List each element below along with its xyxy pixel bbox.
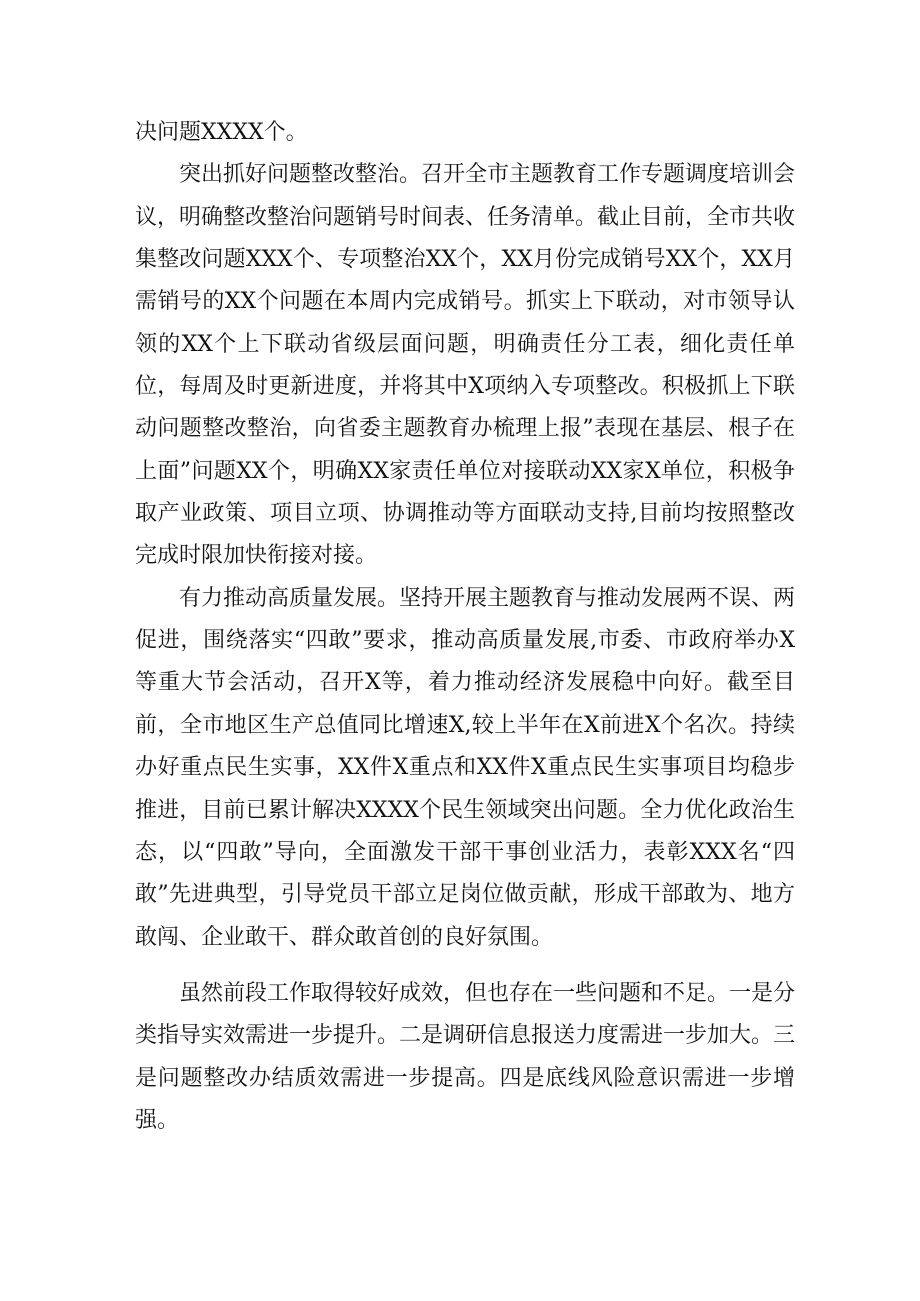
document-body [135,112,795,1142]
paragraph-high-quality-development: 有力推动高质量发展。坚持开展主题教育与推动发展两不误、两促进，围绕落实“四敢”要求，推动高质量发展,市委、市政府举办X等重大节会活动，召开X等，着力推动经济发展稳中向好。截至目前，全市地区生产总值同比增速X,较上半年在X前进X个名次。持续办好重点民生实事，XX件X重点和XX件X重点民生实事项目均稳步推进，目前已累计解决XXXX个民生领域突出问题。全力优化政治生态，以“四敢”导向，全面激发干部干事创业活力，表彰XXX名“四敢”先进典型，引导党员干部立足岗位做贡献，形成干部敢为、地方敢闯、企业敢干、群众敢首创的良好氛围。 [135,585,796,950]
paragraph-continuation: 决问题XXXX个。 [135,120,308,145]
paragraph-problem-rectification: 突出抓好问题整改整治。召开全市主题教育工作专题调度培训会议，明确整改整治问题销号时间表、任务清单。截止目前，全市共收集整改问题XXX个、专项整治XX个，XX月份完成销号XX个，XX月需销号的XX个问题在本周内完成销号。抓实上下联动，对市领导认领的XX个上下联动省级层面问题，明确责任分工表，细化责任单位，每周及时更新进度，并将其中X项纳入专项整改。积极抓上下联动问题整改整治，向省委主题教育办梳理上报”表现在基层、根子在上面”问题XX个，明确XX家责任单位对接联动XX家X单位，积极争取产业政策、项目立项、协调推动等方面联动支持,目前均按照整改完成时限加快衔接对接。 [135,162,796,569]
paragraph-shortcomings: 虽然前段工作取得较好成效，但也存在一些问题和不足。一是分类指导实效需进一步提升。二是调研信息报送力度需进一步加大。三是问题整改办结质效需进一步提高。四是底线风险意识需进一步增强。 [135,980,796,1133]
